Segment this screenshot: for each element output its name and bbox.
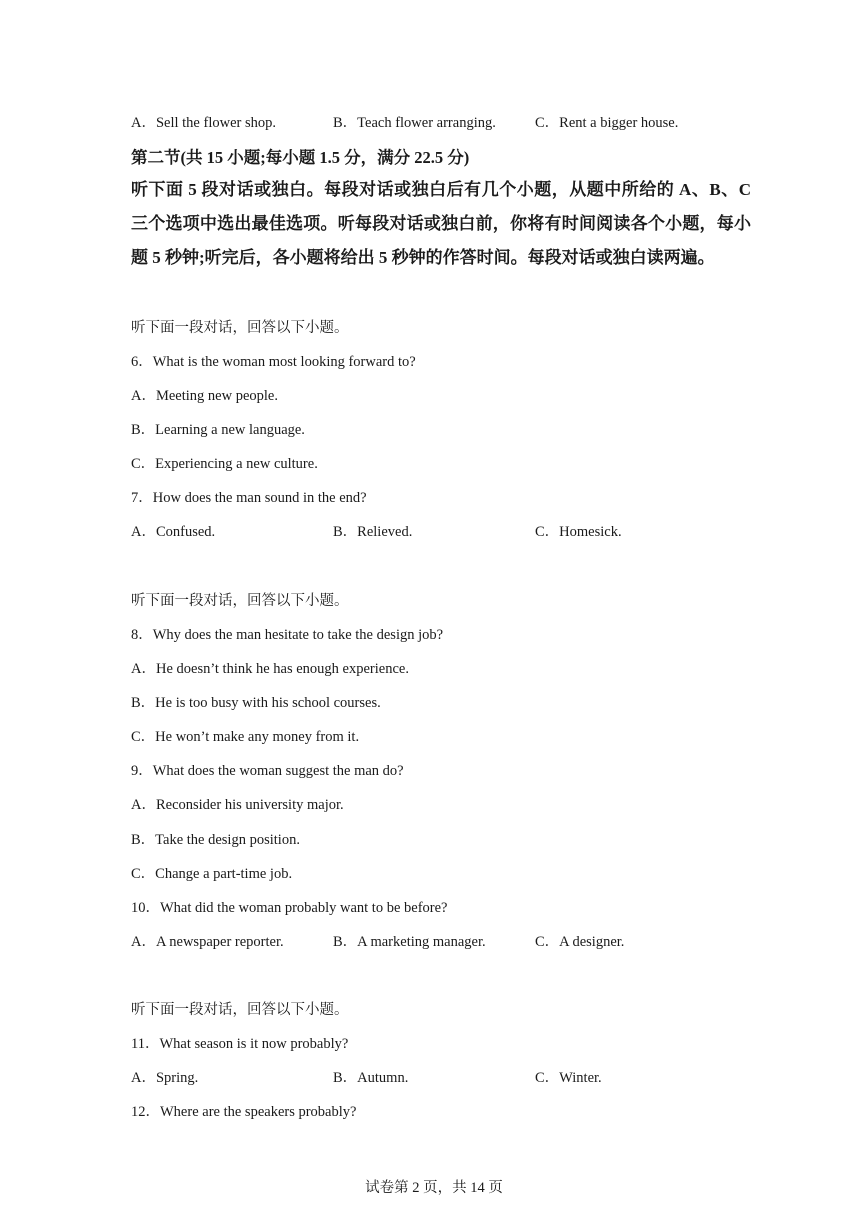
q8-option-c: C．He won’t make any money from it. — [131, 729, 360, 745]
question-6-stem: 6．What is the woman most looking forward to? — [131, 354, 416, 370]
q6-option-a: A．Meeting new people. — [131, 388, 278, 404]
option-b: B．Relieved. — [333, 524, 413, 540]
q10-options — [131, 932, 731, 952]
question-8-stem: 8．Why does the man hesitate to take the design job? — [131, 627, 444, 643]
option-a: A．Sell the flower shop. — [131, 115, 276, 131]
option-a: A．Spring. — [131, 1070, 199, 1086]
option-c: C．Rent a bigger house. — [535, 115, 679, 131]
q9-option-a: A．Reconsider his university major. — [131, 797, 344, 813]
option-a: A．A newspaper reporter. — [131, 934, 284, 950]
q6-option-c: C．Experiencing a new culture. — [131, 456, 318, 472]
question-11-stem: 11．What season is it now probably? — [131, 1036, 349, 1052]
q11-options — [131, 1068, 731, 1088]
option-c: C．Homesick. — [535, 524, 622, 540]
option-c: C．A designer. — [535, 934, 625, 950]
q8-option-a: A．He doesn’t think he has enough experience. — [131, 661, 409, 677]
option-b: B．A marketing manager. — [333, 934, 486, 950]
page-footer: 试卷第 2 页，共 14 页 — [365, 1180, 503, 1196]
q5-options — [131, 113, 731, 133]
question-7-stem: 7．How does the man sound in the end? — [131, 490, 367, 506]
section-instructions: 听下面 5 段对话或独白。每段对话或独白后有几个小题，从题中所给的 A、B、C 三个选项中选出最佳选项。听每段对话或独白前，你将有时间阅读各个小题，每小题 5 秒钟;听完后，各小题将给出 5 秒钟的作答时间。每段对话或独白读两遍。 — [131, 180, 751, 267]
option-c: C．Winter. — [535, 1070, 602, 1086]
q6-option-b: B．Learning a new language. — [131, 422, 305, 438]
q7-options — [131, 522, 731, 542]
option-b: B．Autumn. — [333, 1070, 409, 1086]
question-9-stem: 9．What does the woman suggest the man do? — [131, 763, 404, 779]
option-b: B．Teach flower arranging. — [333, 115, 496, 131]
q8-option-b: B．He is too busy with his school courses. — [131, 695, 381, 711]
q9-option-b: B．Take the design position. — [131, 832, 300, 848]
group-intro: 听下面一段对话，回答以下小题。 — [131, 320, 349, 336]
group-intro: 听下面一段对话，回答以下小题。 — [131, 1002, 349, 1018]
question-10-stem: 10．What did the woman probably want to be before? — [131, 900, 448, 916]
section-title: 第二节(共 15 小题;每小题 1.5 分，满分 22.5 分) — [131, 148, 470, 167]
q9-option-c: C．Change a part-time job. — [131, 866, 293, 882]
option-a: A．Confused. — [131, 524, 216, 540]
group-intro: 听下面一段对话，回答以下小题。 — [131, 593, 349, 609]
question-12-stem: 12．Where are the speakers probably? — [131, 1104, 357, 1120]
